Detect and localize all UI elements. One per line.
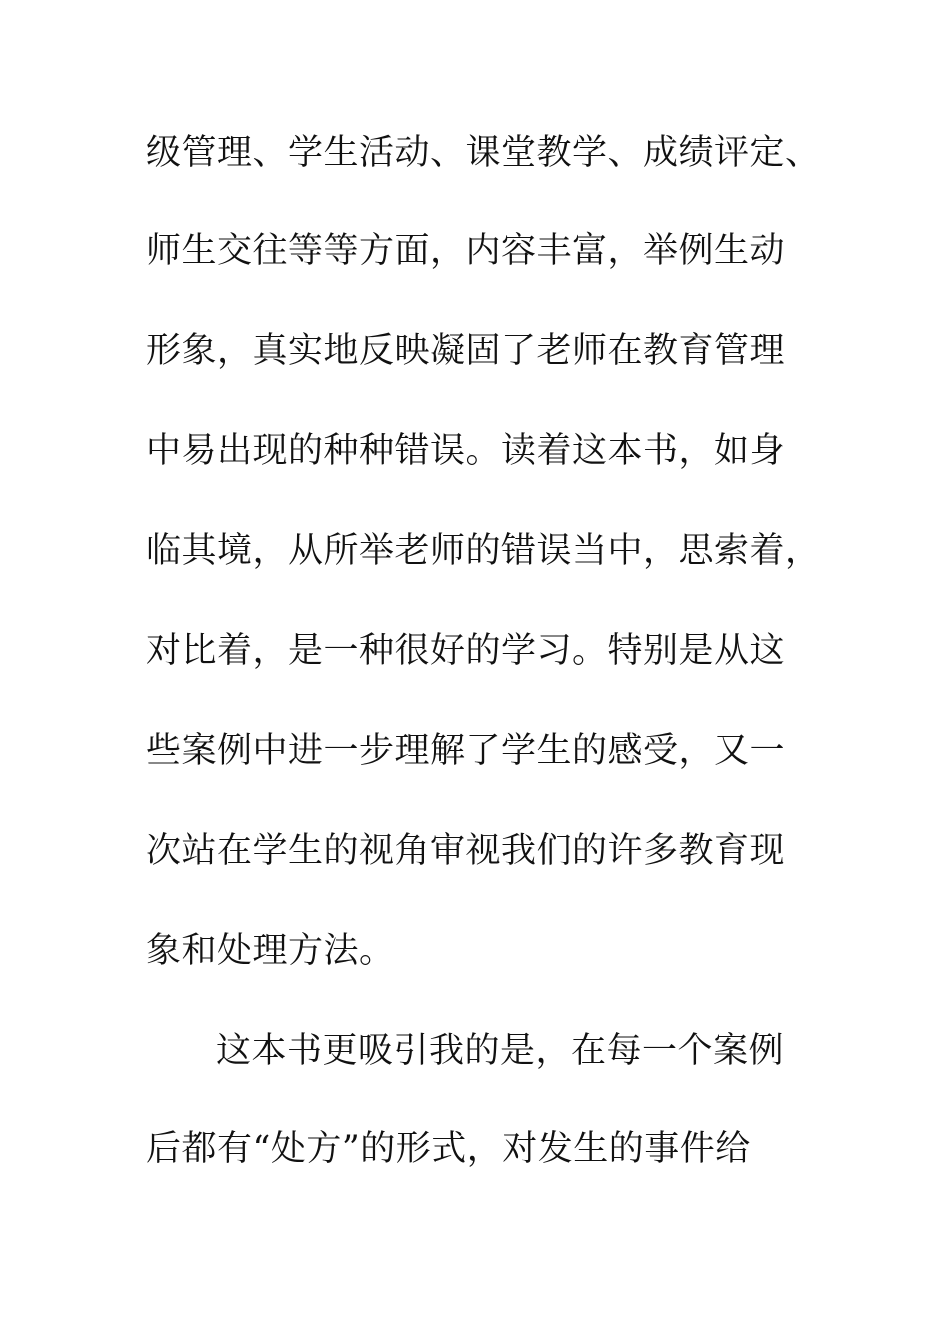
text-line: 对比着，是一种很好的学习。特别是从这	[146, 631, 786, 671]
text-line: 象和处理方法。	[146, 931, 395, 971]
text-line: 师生交往等等方面，内容丰富，举例生动	[146, 231, 786, 271]
text-line: 次站在学生的视角审视我们的许多教育现	[146, 831, 786, 871]
text-line: 临其境，从所举老师的错误当中，思索着，	[146, 531, 821, 571]
text-line: 些案例中进一步理解了学生的感受，又一	[146, 731, 786, 771]
text-line: 后都有“处方”的形式，对发生的事件给	[146, 1129, 751, 1169]
paragraph-first-line: 这本书更吸引我的是，在每一个案例	[216, 1031, 785, 1071]
text-line: 中易出现的种种错误。读着这本书，如身	[146, 431, 786, 471]
text-line: 级管理、学生活动、课堂教学、成绩评定、	[146, 133, 821, 173]
text-line: 形象，真实地反映凝固了老师在教育管理	[146, 331, 786, 371]
